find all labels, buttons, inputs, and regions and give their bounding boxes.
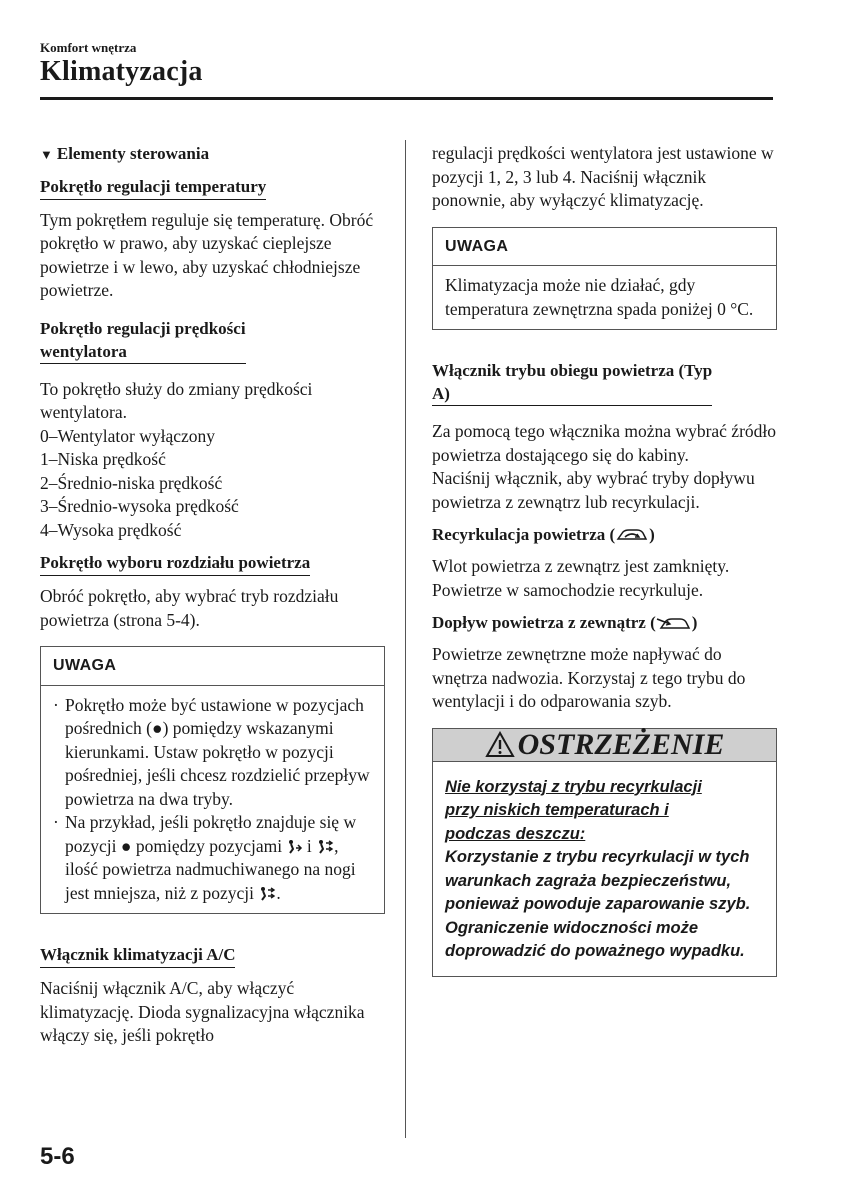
note-body: Klimatyzacja może nie działać, gdy temperatura zewnętrzna spada poniżej 0 °C. xyxy=(445,275,754,319)
face-feet-mode-icon xyxy=(258,886,276,902)
fan-speed-1: 1–Niska prędkość xyxy=(40,449,166,469)
recirculation-icon xyxy=(615,527,649,543)
warning-text: Korzystanie z trybu recyrkulacji w tych warunkach zagraża bezpieczeństwu, ponieważ powoduje zaparowanie szyb. Ograniczenie widoczności może doprowadzić do poważnego wypadku. xyxy=(445,848,751,960)
note-title: UWAGA xyxy=(41,647,384,686)
warning-triangle-icon xyxy=(485,731,515,758)
note-body xyxy=(41,686,384,914)
warning-line-2: przy niskich temperaturach i xyxy=(445,801,669,819)
recirc-text-1: Za pomocą tego włącznika można wybrać źródło powietrza dostającego się do kabiny. xyxy=(432,421,777,465)
ac-heading xyxy=(40,943,385,968)
controls-heading-text: Elementy sterowania xyxy=(56,144,210,163)
recirc-mode-text: Wlot powietrza z zewnątrz jest zamknięty. Powietrze w samochodzie recyrkuluje. xyxy=(432,556,730,600)
note-b2-part-d: , ilość powietrza nadmuchiwanego na nogi jest mniejsza, niż z pozycji xyxy=(65,835,356,903)
recirc-text-2: Naciśnij włącznik, aby wybrać tryby dopływu powietrza z zewnątrz lub recyrkulacji. xyxy=(432,468,755,512)
fan-speed-2: 2–Średnio-niska prędkość xyxy=(40,472,223,493)
note-bullet-2 xyxy=(53,811,372,905)
recirc-mode-heading xyxy=(432,523,777,546)
warning-line-3: podczas deszczu: xyxy=(445,824,586,843)
fresh-air-icon xyxy=(656,615,692,631)
note-b2-part-a: Na przykład, jeśli pokrętło znajduje się w pozycji xyxy=(65,812,357,856)
recirc-mode-paren: ) xyxy=(649,525,655,544)
bullet-dot: · xyxy=(53,694,59,715)
mode-text: Obróć pokrętło, aby wybrać tryb rozdziału powietrza (strona 5-4). xyxy=(40,586,339,630)
note-b2-part-c: i xyxy=(306,835,312,856)
note-title: UWAGA xyxy=(433,228,776,267)
recirc-mode-heading-text: Recyrkulacja powietrza ( xyxy=(432,525,616,544)
column-divider xyxy=(405,140,406,1138)
ac-heading-text: Włącznik klimatyzacji A/C xyxy=(40,943,235,968)
filled-circle-icon: ● xyxy=(152,718,163,738)
warning-body xyxy=(433,762,776,976)
temp-heading xyxy=(40,175,385,200)
warning-header xyxy=(433,729,776,762)
temp-text: Tym pokrętłem reguluje się temperaturę. Obróć pokrętło w prawo, aby uzyskać cieplejsze powietrze i w lewo, aby uzyskać chłodniejsze powietrze. xyxy=(40,209,374,300)
fresh-mode-heading xyxy=(432,611,777,634)
temp-heading-text: Pokrętło regulacji temperatury xyxy=(40,175,266,200)
warning-title: OSTRZEŻENIE xyxy=(517,727,725,761)
note-b2-part-b: pomiędzy pozycjami xyxy=(135,835,283,856)
note-box-left xyxy=(40,646,385,914)
fan-heading xyxy=(40,317,246,364)
note-bullet-1-text xyxy=(65,694,372,812)
section-label: Komfort wnętrza xyxy=(40,40,137,55)
face-feet-mode-icon xyxy=(316,839,334,855)
controls-heading xyxy=(40,142,385,167)
page-title: Klimatyzacja xyxy=(40,56,203,87)
fan-heading-line2: wentylatora xyxy=(40,341,127,361)
note-b1-part-a: Pokrętło może być ustawione w pozycjach pośrednich ( xyxy=(65,694,364,738)
note-b2-part-e: . xyxy=(276,882,281,903)
warning-box xyxy=(432,728,777,977)
recirc-switch-heading xyxy=(432,359,712,406)
title-rule xyxy=(40,97,773,100)
fan-heading-line1: Pokrętło regulacji prędkości xyxy=(40,318,246,338)
recirc-switch-heading-line1: Włącznik trybu obiegu powietrza (Typ xyxy=(432,361,713,380)
fresh-mode-paren: ) xyxy=(691,613,698,632)
fan-speed-4: 4–Wysoka prędkość xyxy=(40,519,182,540)
ac-text: Naciśnij włącznik A/C, aby włączyć klimatyzację. Dioda sygnalizacyjna włącznika włączy się, jeśli pokrętło xyxy=(40,978,365,1045)
note-box-right xyxy=(432,227,777,331)
filled-circle-icon: ● xyxy=(120,835,132,856)
fan-speed-0: 0–Wentylator wyłączony xyxy=(40,425,215,446)
feet-mode-icon xyxy=(287,839,303,855)
fresh-mode-text: Powietrze zewnętrzne może napływać do wnętrza nadwozia. Korzystaj z tego trybu do wentylacji i do odparowania szyb. xyxy=(432,644,746,711)
mode-heading xyxy=(40,551,385,576)
left-column xyxy=(40,142,385,1048)
note-bullet-2-text xyxy=(65,811,372,905)
ac-text-cont: regulacji prędkości wentylatora jest ustawione w pozycji 1, 2, 3 lub 4. Naciśnij włącznik ponownie, aby wyłączyć klimatyzację. xyxy=(432,143,774,210)
recirc-switch-heading-line2: A) xyxy=(432,384,450,403)
triangle-icon: ▼ xyxy=(40,147,53,162)
page-number: 5-6 xyxy=(40,1143,75,1170)
right-column xyxy=(432,142,777,977)
fan-speed-3: 3–Średnio-wysoka prędkość xyxy=(40,496,239,516)
warning-line-1: Nie korzystaj z trybu recyrkulacji xyxy=(445,777,702,796)
note-b1-part-b: ) pomiędzy wskazanymi kierunkami. Ustaw pokrętło w pozycji pośredniej, jeśli chcesz rozdzielić przepływ powietrza na dwa tryby. xyxy=(65,718,370,809)
fresh-mode-heading-text: Dopływ powietrza z zewnątrz ( xyxy=(432,613,656,632)
note-bullet-1 xyxy=(53,694,372,812)
mode-heading-text: Pokrętło wyboru rozdziału powietrza xyxy=(40,551,310,576)
bullet-dot: · xyxy=(53,812,59,832)
fan-intro: To pokrętło służy do zmiany prędkości wentylatora. xyxy=(40,378,313,422)
